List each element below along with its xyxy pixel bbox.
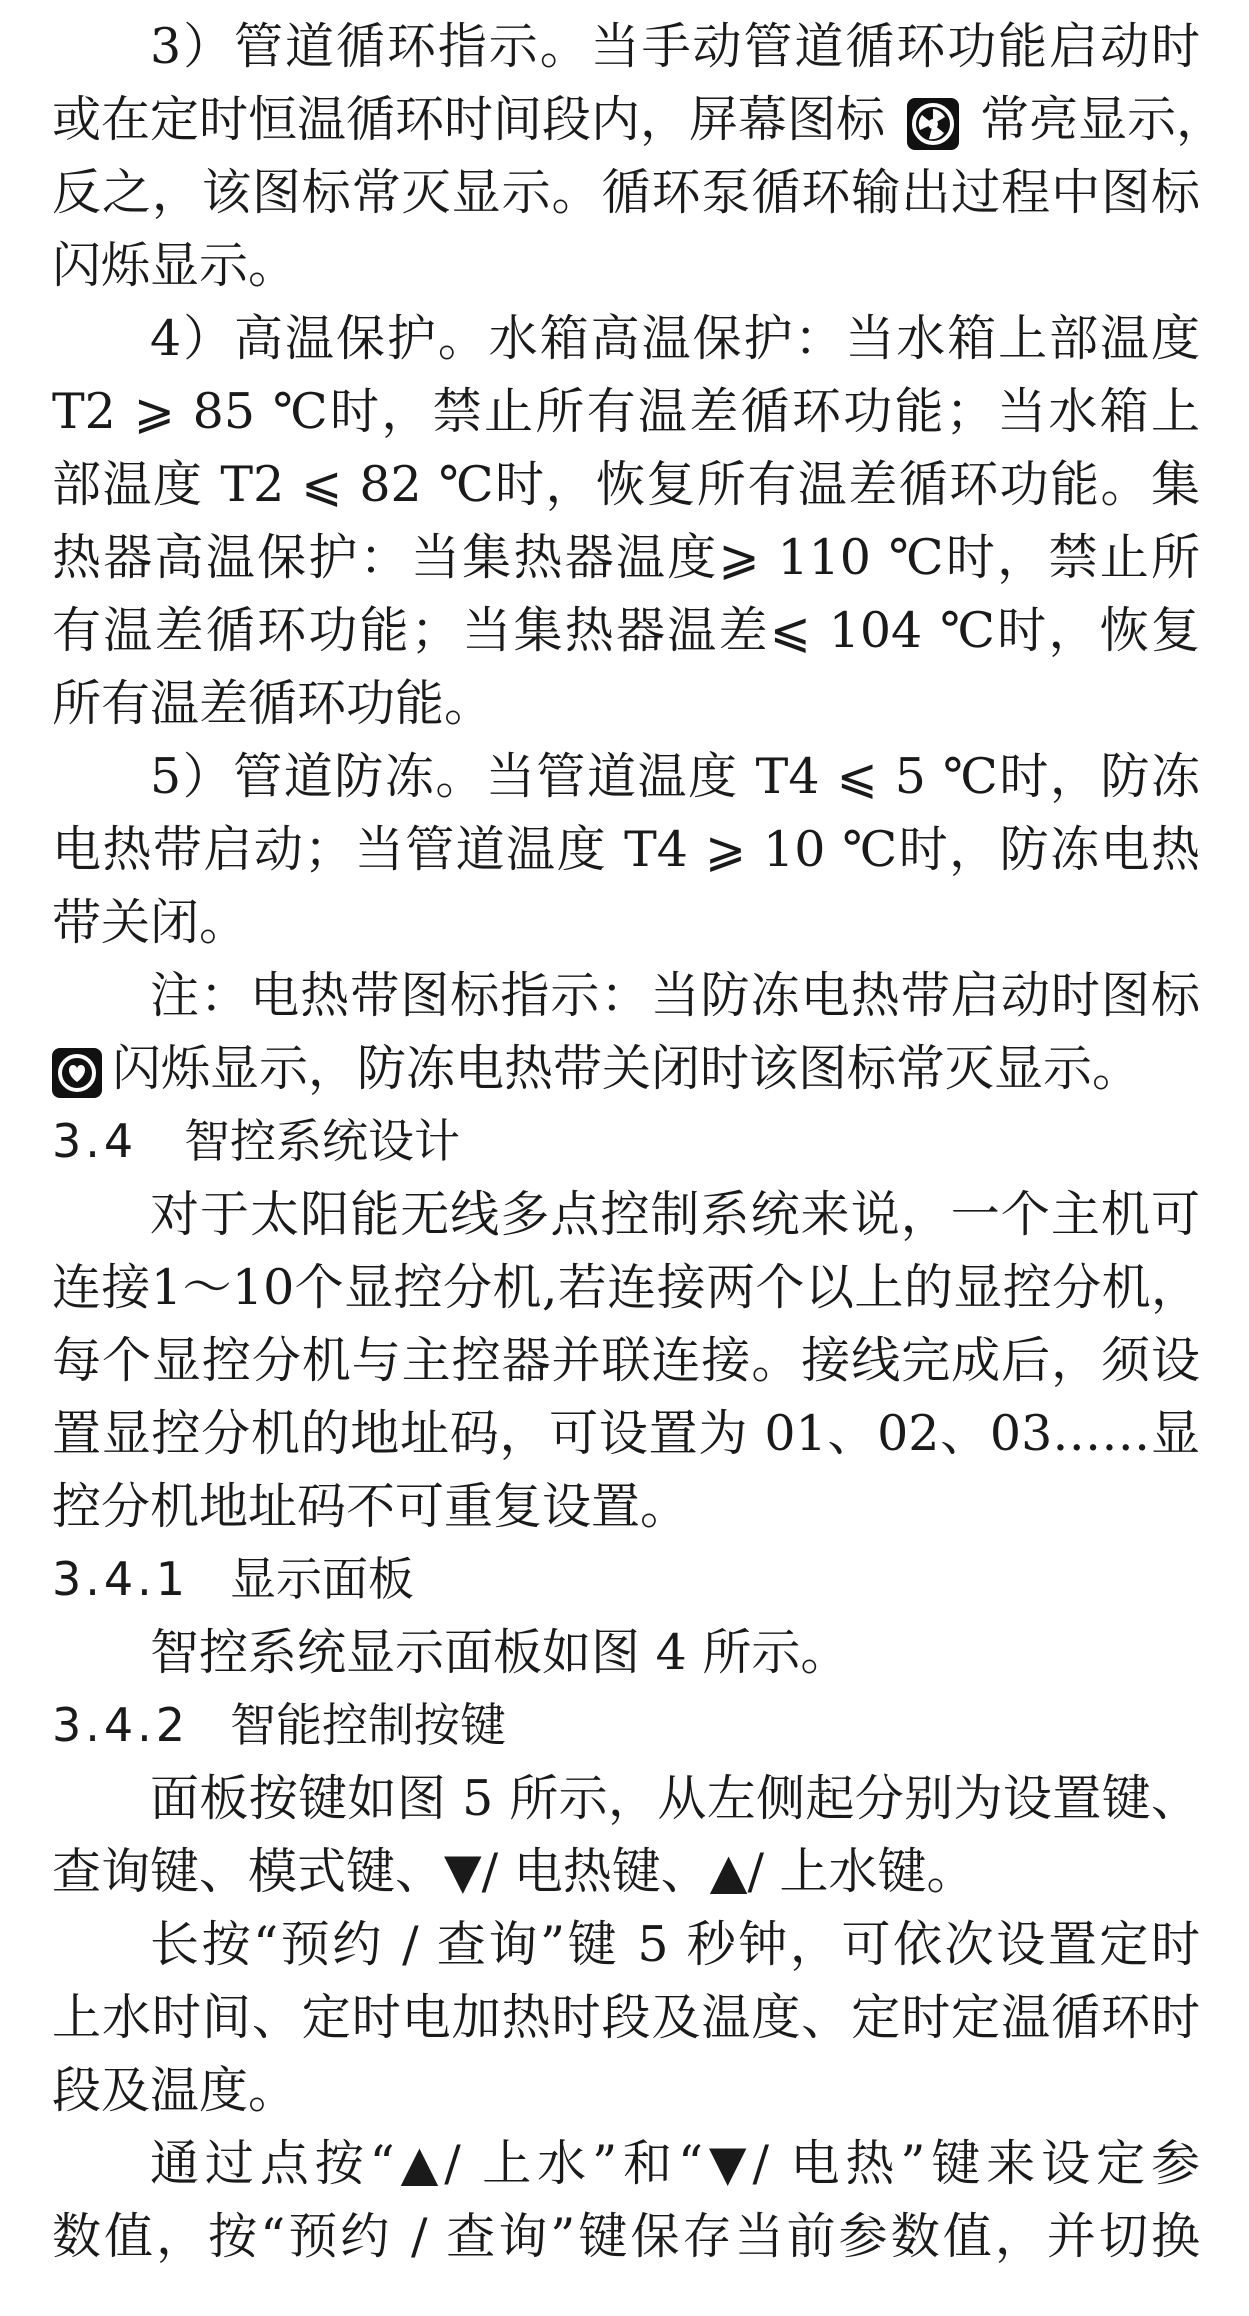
para-pipe-circulation-line-3: 反之，该图标常灭显示。循环泵循环输出过程中图标	[52, 164, 1200, 221]
para-note-line-1: 注：电热带图标指示：当防冻电热带启动时图标	[150, 967, 1200, 1024]
para-high-temp-line-5: 有温差循环功能；当集热器温差⩽ 104 ℃时，恢复	[52, 602, 1200, 659]
section-heading-3-4-2	[52, 1689, 1200, 1762]
text-segment: 常亮显示，	[980, 91, 1226, 148]
para-control-system-line-3: 每个显控分机与主控器并联连接。接线完成后，须设	[52, 1332, 1200, 1389]
para-high-temp-line-1: 4）高温保护。水箱高温保护：当水箱上部温度	[150, 310, 1200, 367]
pipe-circulation-icon	[907, 98, 959, 150]
para-antifreeze-line-1: 5）管道防冻。当管道温度 T4 ⩽ 5 ℃时，防冻	[150, 748, 1200, 805]
para-antifreeze-line-3: 带关闭。	[52, 894, 249, 951]
para-control-system-line-4: 置显控分机的地址码，可设置为 01、02、03……显	[52, 1405, 1200, 1462]
text-segment: 或在定时恒温循环时间段内，屏幕图标	[52, 91, 886, 148]
para-control-system-line-5: 控分机地址码不可重复设置。	[52, 1478, 690, 1535]
section-number: 3.4.1	[52, 1552, 190, 1606]
para-set-params-line-2: 数值，按“预约 / 查询”键保存当前参数值，并切换	[52, 2208, 1200, 2265]
para-note-line-2	[52, 1032, 1200, 1105]
para-pipe-circulation-line-1: 3）管道循环指示。当手动管道循环功能启动时	[150, 18, 1200, 75]
section-title: 智能控制按键	[230, 1698, 506, 1752]
para-high-temp-line-3: 部温度 T2 ⩽ 82 ℃时，恢复所有温差循环功能。集	[52, 456, 1200, 513]
para-high-temp-line-4: 热器高温保护：当集热器温度⩾ 110 ℃时，禁止所	[52, 529, 1200, 586]
para-long-press-line-1: 长按“预约 / 查询”键 5 秒钟，可依次设置定时	[150, 1916, 1200, 1973]
section-heading-3-4-1	[52, 1543, 1200, 1616]
para-high-temp-line-2: T2 ⩾ 85 ℃时，禁止所有温差循环功能；当水箱上	[52, 383, 1200, 440]
para-control-system-line-1: 对于太阳能无线多点控制系统来说，一个主机可	[150, 1186, 1200, 1243]
section-title: 显示面板	[230, 1552, 414, 1606]
electric-heat-belt-icon	[52, 1048, 102, 1098]
para-high-temp-line-6: 所有温差循环功能。	[52, 675, 494, 732]
para-set-params-line-1: 通过点按“▲/ 上水”和“▼/ 电热”键来设定参	[150, 2135, 1200, 2192]
section-number: 3.4	[52, 1114, 138, 1168]
para-display-panel: 智控系统显示面板如图 4 所示。	[150, 1624, 850, 1681]
para-control-system-line-2: 连接1～10个显控分机,若连接两个以上的显控分机，	[52, 1259, 1200, 1316]
para-buttons-line-2: 查询键、模式键、▼/ 电热键、▲/ 上水键。	[52, 1843, 976, 1900]
section-heading-3-4	[52, 1105, 1200, 1178]
section-title: 智控系统设计	[184, 1114, 460, 1168]
para-pipe-circulation-line-4: 闪烁显示。	[52, 237, 298, 294]
para-antifreeze-line-2: 电热带启动；当管道温度 T4 ⩾ 10 ℃时，防冻电热	[52, 821, 1200, 878]
section-number: 3.4.2	[52, 1698, 190, 1752]
text-segment: 闪烁显示，防冻电热带关闭时该图标常灭显示。	[112, 1040, 1142, 1097]
para-pipe-circulation-line-2	[52, 83, 1226, 156]
para-buttons-line-1: 面板按键如图 5 所示，从左侧起分别为设置键、	[150, 1770, 1200, 1827]
para-long-press-line-3: 段及温度。	[52, 2062, 298, 2119]
para-long-press-line-2: 上水时间、定时电加热时段及温度、定时定温循环时	[52, 1989, 1200, 2046]
